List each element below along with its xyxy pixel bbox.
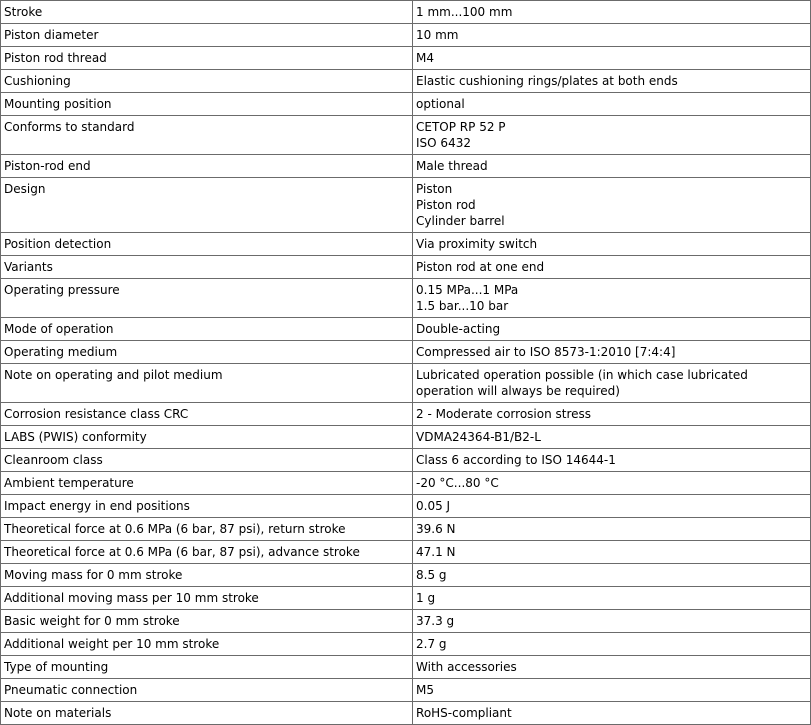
- value-line: 1 mm...100 mm: [416, 5, 513, 19]
- table-row: [1, 403, 811, 426]
- property-value: [413, 495, 811, 518]
- table-row: [1, 426, 811, 449]
- value-line: CETOP RP 52 P: [416, 120, 506, 134]
- value-line: 39.6 N: [416, 522, 456, 536]
- property-value: [413, 178, 811, 233]
- property-label: Operating pressure: [1, 279, 413, 318]
- property-value: [413, 518, 811, 541]
- property-value: [413, 318, 811, 341]
- property-value: [413, 93, 811, 116]
- table-row: [1, 564, 811, 587]
- property-label: LABS (PWIS) conformity: [1, 426, 413, 449]
- property-label: Basic weight for 0 mm stroke: [1, 610, 413, 633]
- property-label: Cleanroom class: [1, 449, 413, 472]
- property-value: [413, 1, 811, 24]
- table-row: [1, 155, 811, 178]
- property-label: Theoretical force at 0.6 MPa (6 bar, 87 psi), advance stroke: [1, 541, 413, 564]
- property-value: [413, 587, 811, 610]
- property-label: Mounting position: [1, 93, 413, 116]
- property-value: [413, 341, 811, 364]
- table-row: [1, 472, 811, 495]
- table-row: [1, 116, 811, 155]
- value-line: Piston rod: [416, 198, 476, 212]
- table-row: [1, 495, 811, 518]
- property-label: Mode of operation: [1, 318, 413, 341]
- property-label: Note on materials: [1, 702, 413, 725]
- value-line: 37.3 g: [416, 614, 455, 628]
- table-row: [1, 279, 811, 318]
- property-label: Piston-rod end: [1, 155, 413, 178]
- property-label: Piston rod thread: [1, 47, 413, 70]
- table-row: [1, 541, 811, 564]
- property-value: [413, 633, 811, 656]
- value-line: 1.5 bar...10 bar: [416, 299, 509, 313]
- property-label: Position detection: [1, 233, 413, 256]
- property-value: [413, 702, 811, 725]
- value-line: -20 °C...80 °C: [416, 476, 499, 490]
- table-row: [1, 93, 811, 116]
- property-label: Theoretical force at 0.6 MPa (6 bar, 87 psi), return stroke: [1, 518, 413, 541]
- value-line: 8.5 g: [416, 568, 447, 582]
- property-value: [413, 610, 811, 633]
- table-row: [1, 1, 811, 24]
- property-value: [413, 426, 811, 449]
- value-line: Elastic cushioning rings/plates at both ends: [416, 74, 678, 88]
- property-value: [413, 47, 811, 70]
- table-row: [1, 341, 811, 364]
- table-row: [1, 449, 811, 472]
- property-value: [413, 679, 811, 702]
- value-line: Class 6 according to ISO 14644-1: [416, 453, 616, 467]
- value-line: Cylinder barrel: [416, 214, 505, 228]
- property-label: Stroke: [1, 1, 413, 24]
- table-row: [1, 364, 811, 403]
- property-label: Ambient temperature: [1, 472, 413, 495]
- property-value: [413, 541, 811, 564]
- property-label: Variants: [1, 256, 413, 279]
- value-line: 0.15 MPa...1 MPa: [416, 283, 519, 297]
- property-label: Additional moving mass per 10 mm stroke: [1, 587, 413, 610]
- value-line: With accessories: [416, 660, 517, 674]
- property-value: [413, 24, 811, 47]
- table-row: [1, 318, 811, 341]
- property-label: Piston diameter: [1, 24, 413, 47]
- property-label: Moving mass for 0 mm stroke: [1, 564, 413, 587]
- value-line: RoHS-compliant: [416, 706, 512, 720]
- value-line: ISO 6432: [416, 136, 471, 150]
- table-row: [1, 47, 811, 70]
- value-line: 0.05 J: [416, 499, 451, 513]
- table-row: [1, 518, 811, 541]
- table-row: [1, 656, 811, 679]
- property-value: [413, 155, 811, 178]
- property-value: [413, 472, 811, 495]
- value-line: Male thread: [416, 159, 488, 173]
- property-value: [413, 564, 811, 587]
- value-line: 2 - Moderate corrosion stress: [416, 407, 592, 421]
- technical-data-body: [1, 1, 811, 725]
- table-row: [1, 610, 811, 633]
- value-line: Via proximity switch: [416, 237, 538, 251]
- property-value: [413, 70, 811, 93]
- table-row: [1, 256, 811, 279]
- value-line: Double-acting: [416, 322, 501, 336]
- property-value: [413, 256, 811, 279]
- value-line: Lubricated operation possible (in which case lubricated operation will always be required): [416, 368, 748, 398]
- value-line: 10 mm: [416, 28, 459, 42]
- property-label: Additional weight per 10 mm stroke: [1, 633, 413, 656]
- value-line: 47.1 N: [416, 545, 456, 559]
- value-line: optional: [416, 97, 465, 111]
- value-line: VDMA24364-B1/B2-L: [416, 430, 541, 444]
- property-label: Note on operating and pilot medium: [1, 364, 413, 403]
- property-value: [413, 279, 811, 318]
- value-line: 2.7 g: [416, 637, 447, 651]
- property-label: Pneumatic connection: [1, 679, 413, 702]
- property-value: [413, 364, 811, 403]
- value-line: 1 g: [416, 591, 436, 605]
- table-row: [1, 679, 811, 702]
- value-line: Compressed air to ISO 8573-1:2010 [7:4:4]: [416, 345, 676, 359]
- value-line: M4: [416, 51, 435, 65]
- table-row: [1, 178, 811, 233]
- property-label: Cushioning: [1, 70, 413, 93]
- table-row: [1, 24, 811, 47]
- value-line: M5: [416, 683, 435, 697]
- property-value: [413, 449, 811, 472]
- table-row: [1, 633, 811, 656]
- property-label: Operating medium: [1, 341, 413, 364]
- property-value: [413, 116, 811, 155]
- property-label: Impact energy in end positions: [1, 495, 413, 518]
- table-row: [1, 702, 811, 725]
- table-row: [1, 587, 811, 610]
- property-value: [413, 403, 811, 426]
- value-line: Piston rod at one end: [416, 260, 545, 274]
- property-label: Conforms to standard: [1, 116, 413, 155]
- property-value: [413, 656, 811, 679]
- property-label: Type of mounting: [1, 656, 413, 679]
- property-label: Design: [1, 178, 413, 233]
- property-value: [413, 233, 811, 256]
- table-row: [1, 233, 811, 256]
- table-row: [1, 70, 811, 93]
- property-label: Corrosion resistance class CRC: [1, 403, 413, 426]
- value-line: Piston: [416, 182, 453, 196]
